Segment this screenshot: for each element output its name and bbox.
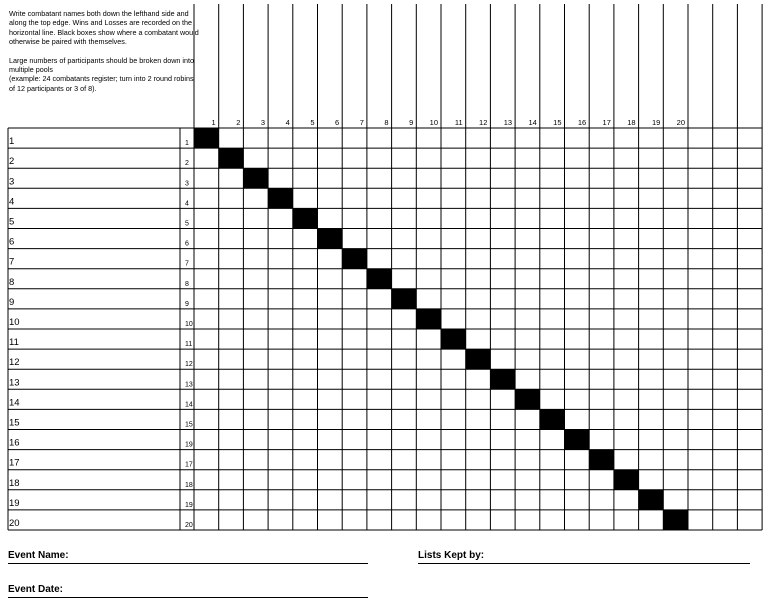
lists-kept-by-label: Lists Kept by:: [418, 550, 485, 561]
self-pair-black-box: [540, 409, 565, 429]
row-label: 3: [9, 176, 15, 188]
column-number: 7: [359, 118, 364, 127]
column-number: 11: [454, 118, 463, 127]
column-number: 5: [310, 118, 315, 127]
row-label: 19: [9, 497, 20, 509]
column-number: 20: [676, 118, 685, 127]
row-label: 5: [9, 216, 15, 228]
row-label: 4: [9, 196, 15, 208]
row-label: 6: [9, 236, 15, 248]
self-pair-black-box: [318, 229, 343, 249]
row-small-label: 18: [185, 481, 193, 489]
row-label: 12: [9, 357, 20, 369]
self-pair-black-box: [416, 309, 441, 329]
row-small-label: 13: [185, 381, 193, 389]
row-label: 8: [9, 276, 15, 288]
column-number: 8: [384, 118, 389, 127]
lists-kept-by-line[interactable]: [418, 563, 750, 564]
row-label: 13: [9, 377, 20, 389]
column-number: 10: [429, 118, 438, 127]
row-label: 10: [9, 317, 20, 328]
column-number: 9: [409, 118, 414, 127]
row-label: 1: [9, 136, 15, 148]
row-small-label: 19: [185, 501, 193, 509]
row-label: 16: [9, 437, 20, 449]
row-label: 15: [9, 417, 20, 429]
self-pair-black-box: [565, 430, 590, 450]
column-number: 2: [236, 118, 241, 127]
row-small-label: 2: [185, 160, 189, 168]
row-label: 11: [9, 337, 19, 349]
self-pair-black-box: [219, 148, 244, 168]
self-pair-black-box: [194, 128, 219, 148]
column-number: 14: [528, 118, 537, 127]
self-pair-black-box: [268, 188, 293, 208]
row-small-label: 7: [185, 260, 189, 268]
column-number: 3: [260, 118, 266, 127]
row-small-label: 19: [185, 441, 193, 449]
self-pair-black-box: [663, 510, 688, 530]
row-small-label: 8: [185, 280, 189, 288]
self-pair-black-box: [441, 329, 466, 349]
row-label: 9: [9, 296, 15, 308]
event-name-line[interactable]: [8, 563, 368, 564]
column-number: 1: [211, 118, 216, 127]
self-pair-black-box: [589, 450, 614, 470]
column-number: 19: [651, 118, 661, 127]
column-number: 4: [285, 118, 290, 127]
column-number: 17: [602, 118, 611, 127]
column-number: 16: [577, 118, 587, 127]
self-pair-black-box: [392, 289, 417, 309]
self-pair-black-box: [367, 269, 392, 289]
row-small-label: 9: [185, 300, 189, 308]
row-small-label: 14: [185, 401, 193, 409]
row-small-label: 1: [185, 140, 189, 148]
row-label: 2: [9, 156, 15, 168]
self-pair-black-box: [639, 490, 664, 510]
row-label: 18: [9, 477, 20, 489]
self-pair-black-box: [466, 349, 491, 369]
self-pair-black-box: [293, 208, 318, 228]
event-date-label: Event Date:: [8, 584, 64, 595]
event-date-line[interactable]: [8, 597, 368, 598]
column-number: 15: [553, 118, 562, 127]
instructions-paragraph-2: Large numbers of participants should be broken down into multiple pools (example: 24 combatants register; turn into 2 round robins of 12 participants or 3 of 8).: [9, 55, 194, 93]
row-label: 7: [9, 256, 15, 268]
column-number: 6: [335, 118, 340, 127]
event-name-label: Event Name:: [8, 550, 69, 561]
self-pair-black-box: [515, 389, 540, 409]
row-small-label: 11: [185, 341, 193, 349]
column-number: 18: [627, 118, 636, 127]
row-small-label: 12: [185, 361, 193, 369]
row-small-label: 10: [185, 321, 193, 328]
self-pair-black-box: [614, 470, 639, 490]
row-small-label: 17: [185, 461, 193, 469]
row-small-label: 20: [185, 522, 193, 529]
row-label: 17: [9, 457, 20, 469]
self-pair-black-box: [342, 249, 367, 269]
row-small-label: 15: [185, 421, 193, 429]
row-small-label: 6: [185, 240, 189, 248]
self-pair-black-box: [490, 369, 515, 389]
row-small-label: 3: [185, 180, 189, 188]
row-small-label: 4: [185, 200, 189, 208]
row-label: 20: [9, 518, 20, 529]
instructions-paragraph-1: Write combatant names both down the lefthand side and along the top edge. Wins and Losses are recorded on the horizontal line. Black boxes show where a combatant would otherwise be paired with themselves.: [9, 9, 199, 47]
column-number: 13: [503, 118, 513, 127]
row-small-label: 5: [185, 220, 189, 228]
row-label: 14: [9, 397, 20, 409]
column-number: 12: [479, 118, 488, 127]
self-pair-black-box: [243, 168, 268, 188]
